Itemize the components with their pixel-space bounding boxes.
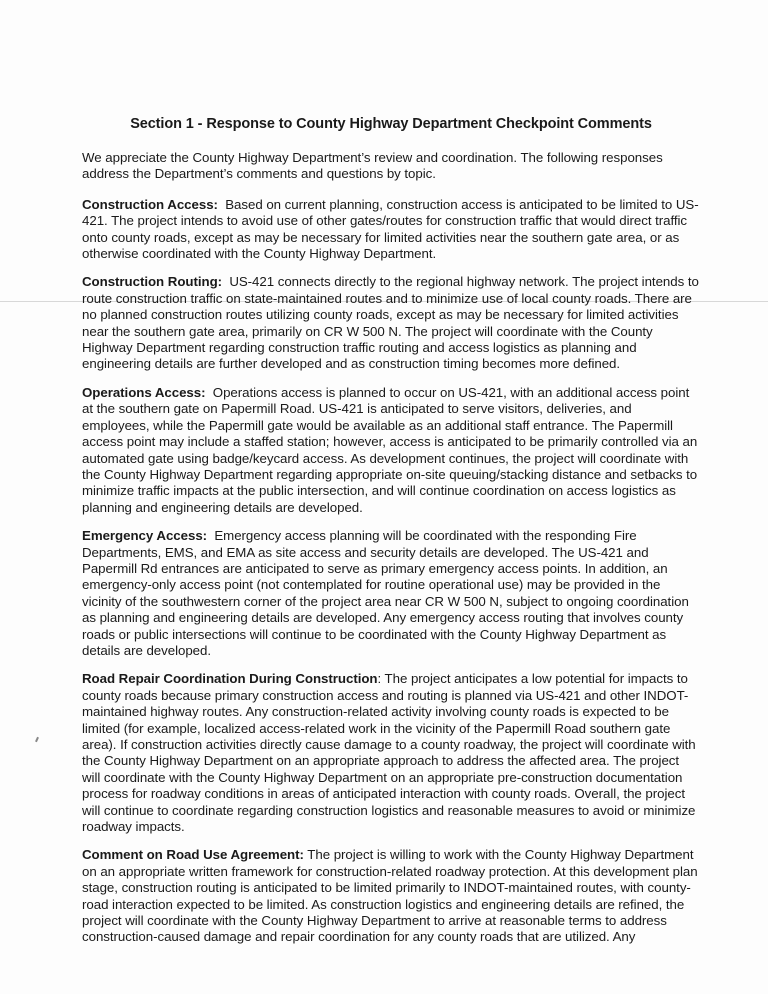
paragraph-road-repair-coordination xyxy=(82,671,700,835)
paragraph-emergency-access xyxy=(82,528,700,659)
paragraph-text: The project is willing to work with the County Highway Department on an appropriate written framework for construction-related roadway protection. At this development plan stage, construction routing is anticipated to be limited primarily to INDOT-maintained routes, with county-road interaction expected to be limited. As construction logistics and engineering details are refined, the project will coordinate with the County Highway Department to arrive at reasonable terms to address construction-caused damage and repair coordination for any county roads that are utilized. Any xyxy=(82,847,698,945)
paragraph-heading: Construction Access: xyxy=(82,196,218,212)
paragraph-road-use-agreement xyxy=(82,847,700,945)
scan-artifact-speck xyxy=(35,737,39,742)
paragraph-operations-access xyxy=(82,385,700,516)
paragraph-heading: Emergency Access: xyxy=(82,528,208,544)
paragraph-construction-routing xyxy=(82,274,700,372)
paragraph-text: Based on current planning, construction access is anticipated to be limited to US-421. The project intends to avoid use of other gates/routes for construction traffic that would direct traffic onto county roads, except as may be necessary for limited activities near the southern gate area, or as otherwise coordinated with the County Highway Department. xyxy=(82,196,699,262)
intro-paragraph: We appreciate the County Highway Department’s review and coordination. The following responses address the Department’s comments and questions by topic. xyxy=(82,150,663,182)
document-body xyxy=(82,116,700,958)
paragraph-heading: Comment on Road Use Agreement: xyxy=(82,847,304,863)
paragraph-heading: Road Repair Coordination During Construction xyxy=(82,671,378,687)
page-title: Section 1 - Response to County Highway Department Checkpoint Comments xyxy=(130,116,652,132)
paragraph-heading: Operations Access: xyxy=(82,384,206,400)
paragraph-text: US-421 connects directly to the regional highway network. The project intends to route construction traffic on state-maintained routes and to minimize use of local county roads. There are no planned construction routes utilizing county roads, except as may be necessary for limited activities near the southern gate area, primarily on CR W 500 N. The project will coordinate with the County Highway Department regarding construction traffic routing and access logistics as planning and engineering details are further developed and as construction timing becomes more defined. xyxy=(82,274,699,372)
paragraph-heading: Construction Routing: xyxy=(82,274,223,290)
paragraph-text: Operations access is planned to occur on US-421, with an additional access point at the southern gate on Papermill Road. US-421 is anticipated to serve visitors, deliveries, and employees, while the Papermill gate would be available as an additional staff entrance. The Papermill access point may include a staffed station; however, access is anticipated to be primarily controlled via an automated gate using badge/keycard access. As development continues, the project will coordinate with the County Highway Department regarding appropriate on-site queuing/stacking distance and setbacks to minimize traffic impacts at the public intersection, and will continue coordination on access logistics as planning and engineering details are developed. xyxy=(82,384,698,515)
paragraph-text: Emergency access planning will be coordinated with the responding Fire Departments, EMS, and EMA as site access and security details are developed. The US-421 and Papermill Rd entrances are anticipated to serve as primary emergency access points. In addition, an emergency-only access point (not contemplated for routine operational use) may be provided in the vicinity of the southwestern corner of the project area near CR W 500 N, subject to ongoing coordination as planning and engineering details are developed. Any emergency access routing that involves county roads or public intersections will continue to be coordinated with the County Highway Department as details are developed. xyxy=(82,528,689,658)
paragraph-construction-access xyxy=(82,197,700,263)
paragraph-text: : The project anticipates a low potential for impacts to county roads because primary construction access and routing is planned via US-421 and other INDOT-maintained highway routes. Any construction-related activity involving county roads is expected to be limited (for example, localized access-related work in the vicinity of the Papermill Road southern gate area). If construction activities directly cause damage to a county roadway, the project will coordinate with the County Highway Department on an appropriate approach to address the affected area. The project will coordinate with the County Highway Department on an appropriate pre-construction documentation process for roadway conditions in areas of anticipated interaction with county roads. Overall, the project will continue to coordinate regarding construction logistics and reasonable measures to avoid or minimize roadway impacts. xyxy=(82,671,696,835)
